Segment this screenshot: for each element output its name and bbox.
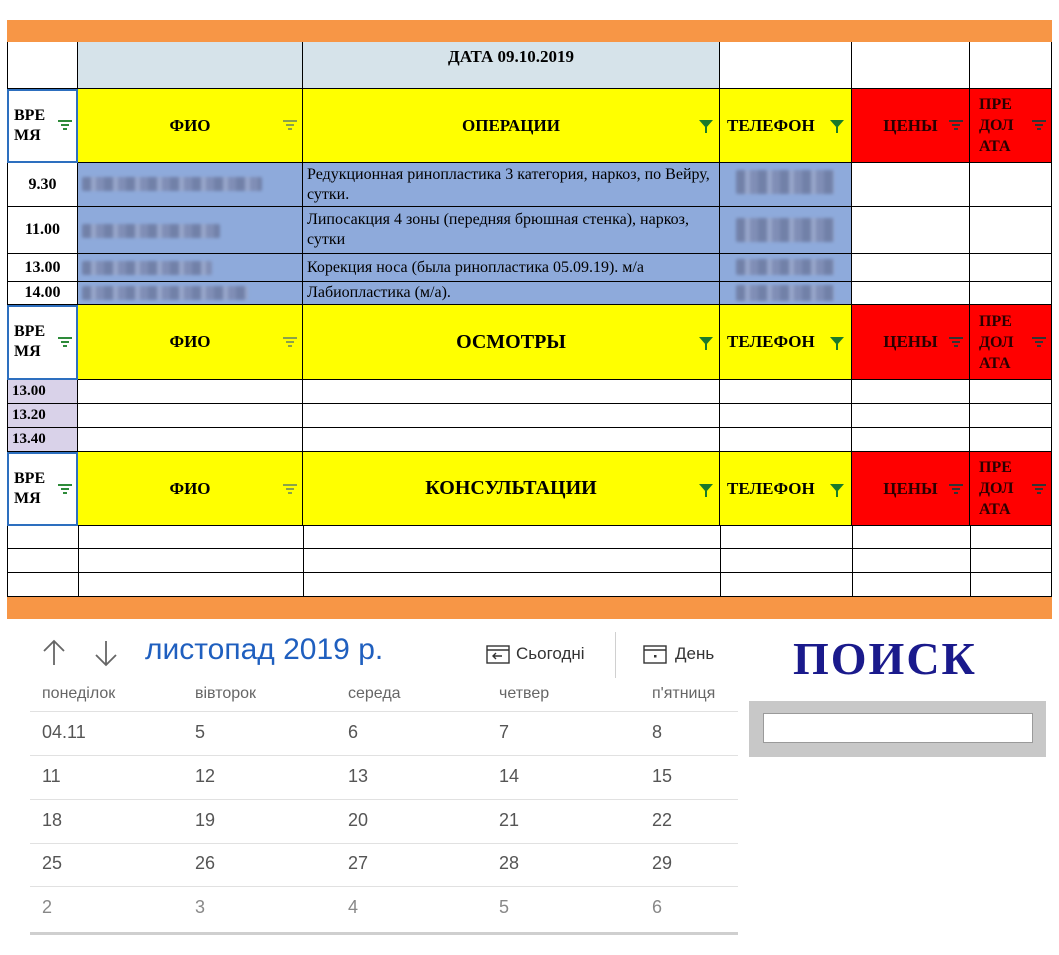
op-price-2[interactable]	[852, 207, 970, 254]
phone-header-cell[interactable]: ТЕЛЕФОН	[720, 89, 852, 163]
calendar-today-icon	[486, 644, 510, 664]
funnel-filter-icon[interactable]	[699, 337, 713, 351]
weekday-header: середа	[348, 685, 401, 702]
consult-prepay-1[interactable]	[971, 526, 1052, 549]
exam-fio-2[interactable]	[78, 404, 303, 428]
calendar-day[interactable]: 12	[195, 766, 216, 786]
exam-prepay-1[interactable]	[970, 380, 1052, 404]
weekday-header: п'ятниця	[652, 685, 716, 702]
weekday-header: понеділок	[42, 685, 116, 702]
time-header-cell[interactable]: ВРЕ МЯ	[7, 89, 78, 163]
consult-prepay-3[interactable]	[971, 573, 1052, 597]
consult-desc-3[interactable]	[304, 573, 721, 597]
calendar-day[interactable]: 18	[42, 810, 63, 830]
calendar-day[interactable]: 5	[195, 722, 206, 742]
calendar-day[interactable]: 29	[652, 853, 673, 873]
exams-header-cell[interactable]: ОСМОТРЫ	[303, 305, 720, 380]
redacted-phone	[736, 218, 834, 242]
filter-icon[interactable]	[283, 337, 297, 349]
date-prepay-cell[interactable]	[970, 42, 1052, 89]
exam-desc-2[interactable]	[303, 404, 720, 428]
calendar-day[interactable]: 20	[348, 810, 369, 830]
calendar-day-icon	[643, 644, 667, 664]
redacted-name	[82, 286, 248, 300]
calendar-day[interactable]: 6	[652, 897, 663, 917]
exam-fio-3[interactable]	[78, 428, 303, 452]
exam-prepay-3[interactable]	[970, 428, 1052, 452]
op-price-4[interactable]	[852, 282, 970, 305]
exam-fio-1[interactable]	[78, 380, 303, 404]
calendar-divider	[30, 711, 738, 712]
calendar-day[interactable]: 8	[652, 722, 663, 742]
filter-icon[interactable]	[949, 120, 963, 132]
date-phone-cell[interactable]	[720, 42, 852, 89]
bottom-orange-bar	[7, 597, 1052, 619]
exam-price-2[interactable]	[852, 404, 970, 428]
redacted-name	[82, 261, 212, 275]
fio-header-cell[interactable]: ФИО	[78, 452, 303, 526]
exam-desc-1[interactable]	[303, 380, 720, 404]
weekday-header: четвер	[499, 685, 550, 702]
consult-desc-2[interactable]	[304, 549, 721, 573]
funnel-filter-icon[interactable]	[830, 484, 844, 498]
calendar-day[interactable]: 11	[42, 766, 61, 786]
search-title: ПОИСК	[793, 633, 977, 684]
prepay-header-cell[interactable]: ПРЕ ДОЛ АТА	[970, 452, 1052, 526]
consult-fio-1[interactable]	[79, 526, 304, 549]
op-price-3[interactable]	[852, 254, 970, 282]
corner-cell[interactable]	[7, 42, 78, 89]
calendar-day[interactable]: 6	[348, 722, 359, 742]
calendar-day[interactable]: 3	[195, 897, 206, 917]
calendar-divider	[30, 799, 738, 800]
consult-phone-3[interactable]	[721, 573, 853, 597]
exam-price-1[interactable]	[852, 380, 970, 404]
consult-fio-3[interactable]	[79, 573, 304, 597]
filter-icon[interactable]	[283, 484, 297, 496]
arrow-up-icon[interactable]	[40, 638, 68, 668]
calendar-divider	[30, 755, 738, 756]
op-time-1[interactable]: 9.30	[7, 163, 78, 207]
calendar-day[interactable]: 7	[499, 722, 510, 742]
calendar-day[interactable]: 28	[499, 853, 520, 873]
filter-icon[interactable]	[1032, 120, 1046, 132]
filter-icon[interactable]	[58, 337, 72, 349]
calendar-day[interactable]: 4	[348, 897, 359, 917]
op-prepay-2[interactable]	[970, 207, 1052, 254]
exam-prepay-2[interactable]	[970, 404, 1052, 428]
filter-icon[interactable]	[949, 337, 963, 349]
prices-header-cell[interactable]: ЦЕНЫ	[852, 452, 970, 526]
op-prepay-4[interactable]	[970, 282, 1052, 305]
op-desc-1[interactable]: Редукционная ринопластика 3 категория, наркоз, по Вейру, сутки.	[303, 163, 720, 207]
date-price-cell[interactable]	[852, 42, 970, 89]
op-time-3[interactable]: 13.00	[7, 254, 78, 282]
filter-icon[interactable]	[1032, 484, 1046, 496]
consult-time-3[interactable]	[7, 573, 79, 597]
calendar-day[interactable]: 13	[348, 766, 369, 786]
exam-phone-3[interactable]	[720, 428, 852, 452]
op-prepay-3[interactable]	[970, 254, 1052, 282]
consult-price-1[interactable]	[853, 526, 971, 549]
consult-desc-1[interactable]	[304, 526, 721, 549]
search-input[interactable]	[763, 713, 1033, 743]
calendar-day[interactable]: 14	[499, 766, 520, 786]
exam-price-3[interactable]	[852, 428, 970, 452]
calendar-bottom-line	[30, 932, 738, 935]
time-header-cell[interactable]: ВРЕ МЯ	[7, 305, 78, 380]
funnel-filter-icon[interactable]	[699, 120, 713, 134]
weekday-header: вівторок	[195, 685, 257, 702]
consultations-header-cell[interactable]: КОНСУЛЬТАЦИИ	[303, 452, 720, 526]
op-desc-3[interactable]: Корекция носа (была ринопластика 05.09.19). м/а	[303, 254, 720, 282]
exam-time-1[interactable]: 13.00	[7, 380, 78, 404]
today-button[interactable]: Сьогодні	[486, 642, 585, 666]
calendar-day[interactable]: 22	[652, 810, 673, 830]
filter-icon[interactable]	[283, 120, 297, 132]
prepay-header-cell[interactable]: ПРЕ ДОЛ АТА	[970, 305, 1052, 380]
operations-header-cell[interactable]: ОПЕРАЦИИ	[303, 89, 720, 163]
op-desc-4[interactable]: Лабиопластика (м/а).	[303, 282, 720, 305]
redacted-phone	[736, 259, 834, 275]
toolbar-divider	[615, 632, 616, 678]
consult-price-3[interactable]	[853, 573, 971, 597]
funnel-filter-icon[interactable]	[699, 484, 713, 498]
arrow-down-icon[interactable]	[92, 638, 120, 668]
calendar-day[interactable]: 2	[42, 897, 53, 917]
phone-header-cell[interactable]: ТЕЛЕФОН	[720, 452, 852, 526]
consult-phone-1[interactable]	[721, 526, 853, 549]
prices-header-cell[interactable]: ЦЕНЫ	[852, 305, 970, 380]
redacted-phone	[736, 170, 834, 194]
filter-icon[interactable]	[58, 484, 72, 496]
redacted-phone	[736, 285, 834, 301]
exam-phone-2[interactable]	[720, 404, 852, 428]
phone-header-cell[interactable]: ТЕЛЕФОН	[720, 305, 852, 380]
op-price-1[interactable]	[852, 163, 970, 207]
filter-icon[interactable]	[1032, 337, 1046, 349]
redacted-name	[82, 224, 220, 238]
calendar-day[interactable]: 26	[195, 853, 216, 873]
calendar-day[interactable]: 25	[42, 853, 63, 873]
op-desc-2[interactable]: Липосакция 4 зоны (передняя брюшная стенка), наркоз, сутки	[303, 207, 720, 254]
calendar-day[interactable]: 5	[499, 897, 510, 917]
date-cell[interactable]: ДАТА 09.10.2019	[303, 42, 720, 89]
consult-phone-2[interactable]	[721, 549, 853, 573]
filter-icon[interactable]	[58, 120, 72, 132]
op-time-4[interactable]: 14.00	[7, 282, 78, 305]
calendar-divider	[30, 886, 738, 887]
calendar-day[interactable]: 21	[499, 810, 520, 830]
time-header-cell[interactable]: ВРЕ МЯ	[7, 452, 78, 526]
consult-prepay-2[interactable]	[971, 549, 1052, 573]
exam-desc-3[interactable]	[303, 428, 720, 452]
calendar-divider	[30, 843, 738, 844]
search-panel	[749, 701, 1046, 757]
fio-header-cell[interactable]: ФИО	[78, 305, 303, 380]
consult-fio-2[interactable]	[79, 549, 304, 573]
exam-time-3[interactable]: 13.40	[7, 428, 78, 452]
month-title[interactable]: листопад 2019 р.	[145, 633, 384, 666]
top-orange-bar	[7, 20, 1052, 42]
op-prepay-1[interactable]	[970, 163, 1052, 207]
prices-header-cell[interactable]: ЦЕНЫ	[852, 89, 970, 163]
consult-price-2[interactable]	[853, 549, 971, 573]
consult-time-1[interactable]	[7, 526, 79, 549]
date-left-cell[interactable]	[78, 42, 303, 89]
day-view-button[interactable]: День	[643, 642, 714, 666]
fio-header-cell[interactable]: ФИО	[78, 89, 303, 163]
op-time-2[interactable]: 11.00	[7, 207, 78, 254]
exam-time-2[interactable]: 13.20	[7, 404, 78, 428]
redacted-name	[82, 177, 262, 191]
calendar-day[interactable]: 19	[195, 810, 216, 830]
exam-phone-1[interactable]	[720, 380, 852, 404]
prepay-header-cell[interactable]: ПРЕ ДОЛ АТА	[970, 89, 1052, 163]
calendar-day[interactable]: 04.11	[42, 722, 86, 742]
filter-icon[interactable]	[949, 484, 963, 496]
consult-time-2[interactable]	[7, 549, 79, 573]
funnel-filter-icon[interactable]	[830, 337, 844, 351]
calendar-day[interactable]: 27	[348, 853, 369, 873]
calendar-day[interactable]: 15	[652, 766, 673, 786]
funnel-filter-icon[interactable]	[830, 120, 844, 134]
